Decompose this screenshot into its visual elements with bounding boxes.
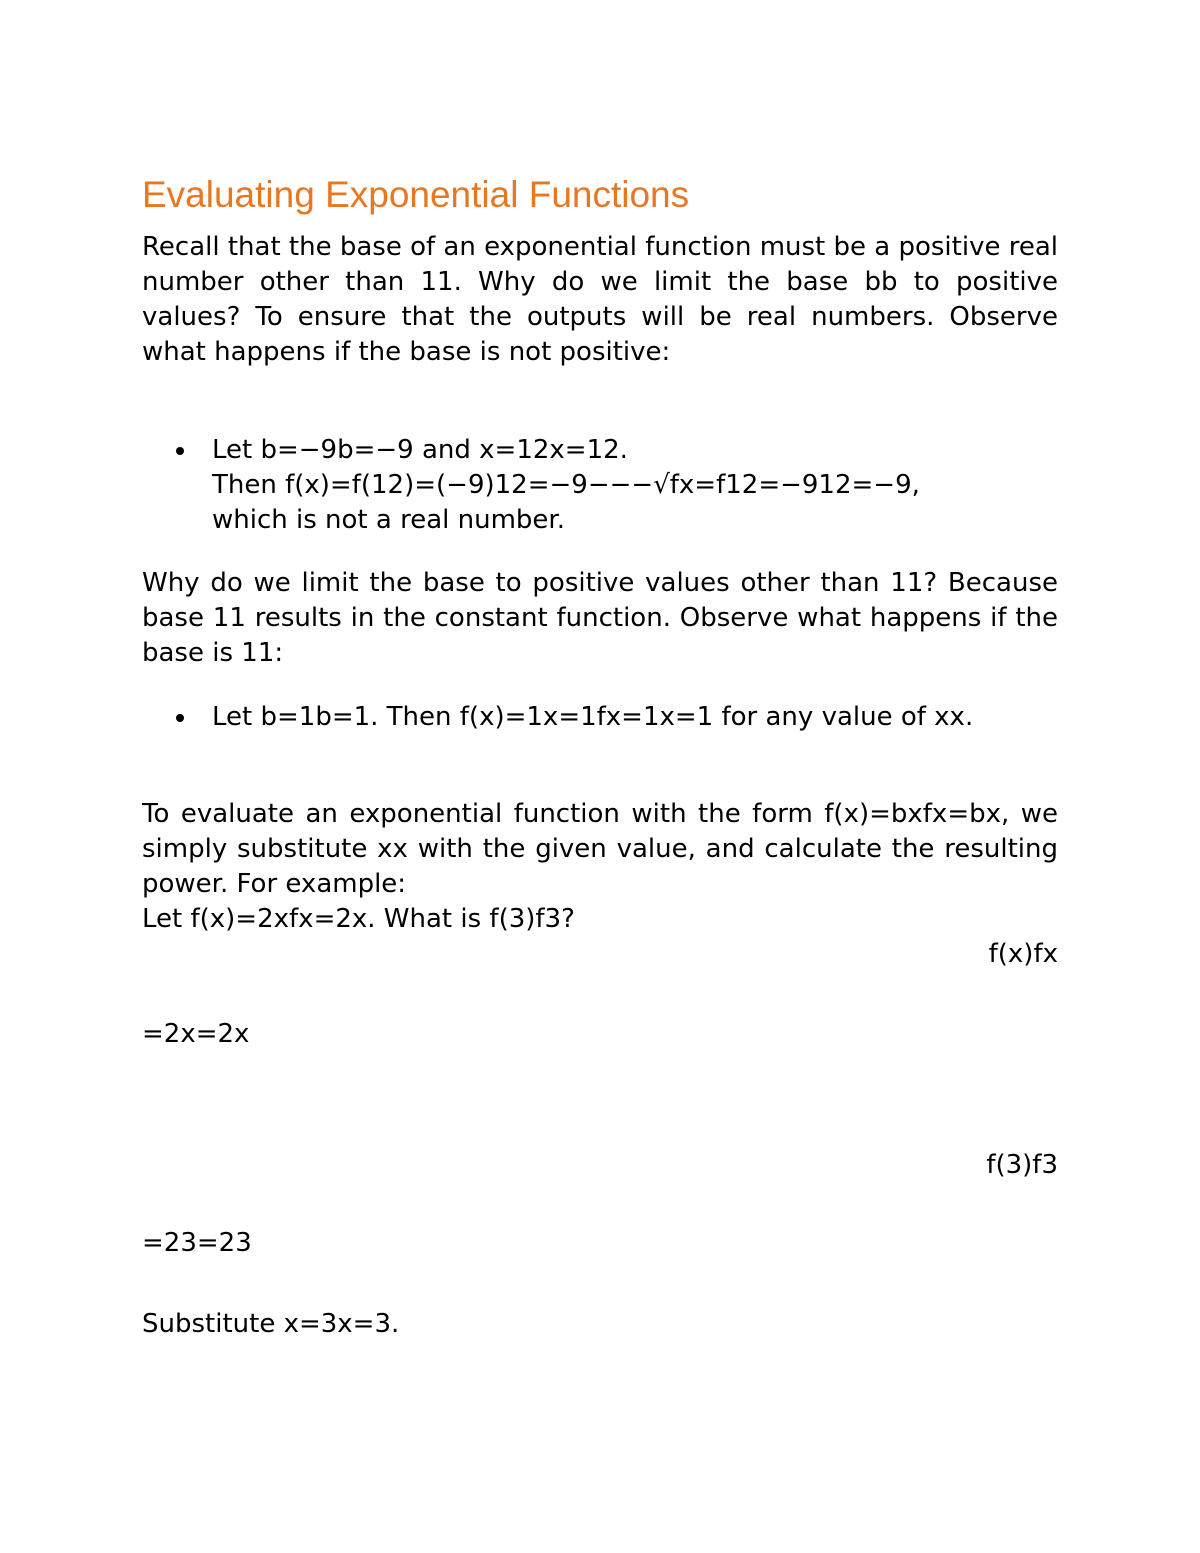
negative-base-list: [142, 433, 1058, 538]
base-one-list: [142, 700, 1058, 735]
example-question: Let f(x)=2xfx=2x. What is f(3)f3?: [142, 904, 575, 934]
list-item: [142, 700, 1058, 735]
equation-left-fx: f(x)fx: [988, 939, 1058, 969]
evaluate-paragraph: To evaluate an exponential function with the form f(x)=bxfx=bx, we simply substitute xx with the given value, and calculate the resulting power. For example:: [142, 799, 1058, 899]
bullet-line: which is not a real number.: [212, 505, 565, 535]
intro-paragraph: Recall that the base of an exponential function must be a positive real number other than 11. Why do we limit the base bb to positive values? To ensure that the outputs will be real numbers. Observe what happens if the base is not positive:: [142, 232, 1058, 367]
equation-right-23: =23=23: [142, 1228, 252, 1258]
equation-right-2x: =2x=2x: [142, 1019, 250, 1049]
bullet-text: Let b=1b=1. Then f(x)=1x=1fx=1x=1 for any value of xx.: [212, 702, 974, 732]
bullet-line: Then f(x)=f(12)=(−9)12=−9−−−√fx=f12=−912=−9,: [212, 470, 920, 500]
equation-left-f3: f(3)f3: [986, 1150, 1058, 1180]
bullet-icon: [176, 447, 184, 455]
bullet-line: Let b=−9b=−9 and x=12x=12.: [212, 435, 628, 465]
substitute-note: Substitute x=3x=3.: [142, 1309, 400, 1339]
bullet-icon: [176, 714, 184, 722]
base-one-paragraph: Why do we limit the base to positive values other than 11? Because base 11 results in the constant function. Observe what happens if the base is 11:: [142, 568, 1058, 668]
page-title: Evaluating Exponential Functions: [142, 174, 690, 215]
list-item: [142, 433, 1058, 538]
